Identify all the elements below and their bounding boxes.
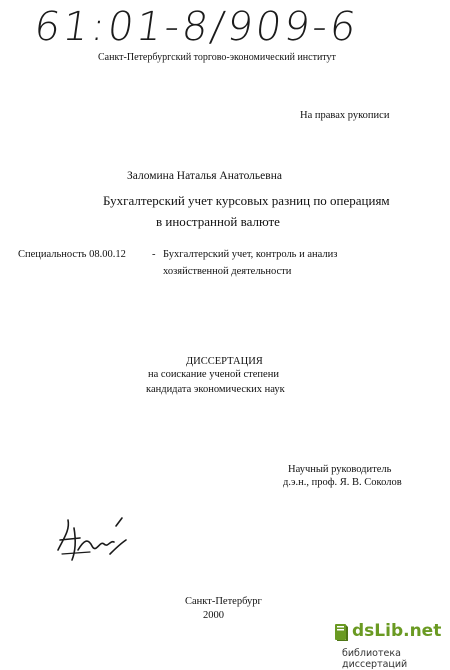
dissertation-purpose: на соискание ученой степени: [148, 369, 279, 380]
dslib-logo-text[interactable]: dsLib.net: [352, 621, 442, 641]
advisor-name: д.э.н., проф. Я. В. Соколов: [283, 477, 402, 488]
specialty-dash: -: [152, 249, 156, 260]
dissertation-heading: ДИССЕРТАЦИЯ: [186, 356, 263, 367]
specialty-name-line-2: хозяйственной деятельности: [163, 266, 292, 277]
specialty-label: Специальность 08.00.12: [18, 249, 126, 260]
specialty-name-line-1: Бухгалтерский учет, контроль и анализ: [163, 249, 338, 260]
author-name: Заломина Наталья Анатольевна: [127, 170, 282, 182]
dissertation-degree: кандидата экономических наук: [146, 384, 285, 395]
advisor-label: Научный руководитель: [288, 464, 392, 475]
handwritten-catalog-number: 61:01-8/909-6: [31, 4, 362, 50]
city: Санкт-Петербург: [185, 596, 262, 607]
manuscript-rights: На правах рукописи: [300, 110, 390, 121]
dissertation-title-line-2: в иностранной валюте: [156, 214, 280, 229]
book-icon: [334, 622, 349, 642]
year: 2000: [203, 610, 224, 621]
dissertation-title-line-1: Бухгалтерский учет курсовых разниц по операциям: [103, 193, 390, 208]
dslib-subtitle: библиотека диссертаций: [342, 648, 408, 670]
handwritten-signature: [50, 510, 140, 566]
institute-name: Санкт-Петербургский торгово-экономический институт: [98, 52, 336, 63]
